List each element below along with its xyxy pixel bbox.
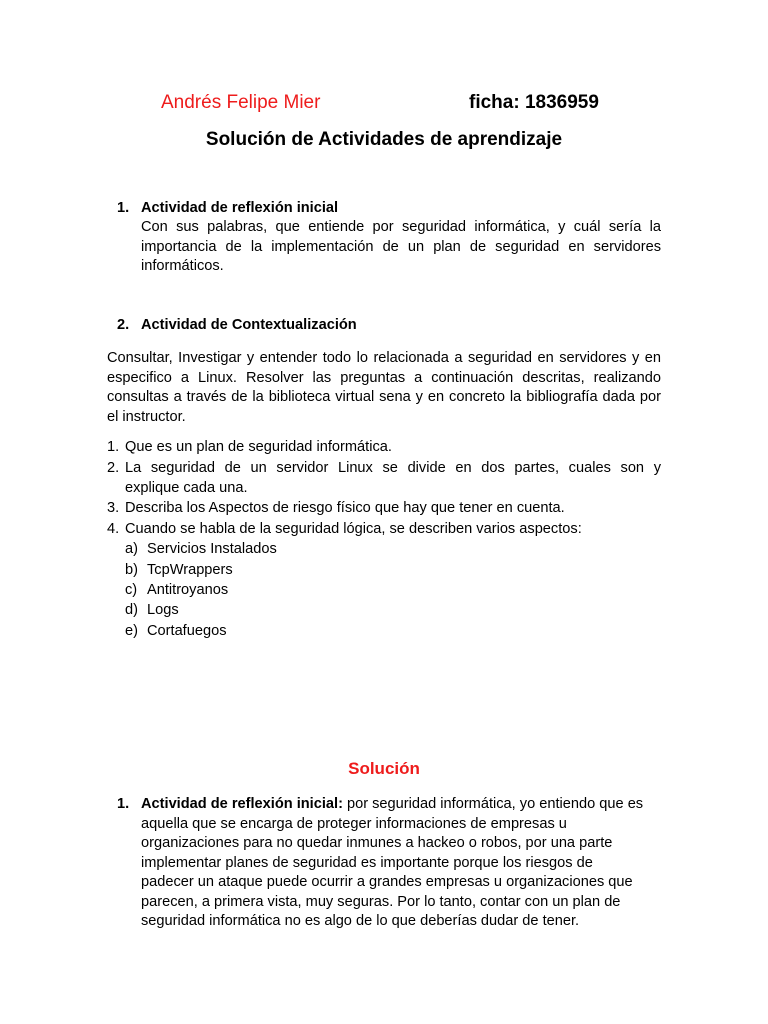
context-paragraph: Consultar, Investigar y entender todo lo relacionada a seguridad en servidores y en especifico a Linux. Resolver las preguntas a continuación descritas, realizando consultas a través de la biblioteca virtual sena y en concreto la bibliografía dada por el instructor. bbox=[107, 350, 661, 425]
question-2-number: 2. bbox=[107, 460, 120, 476]
solution-1-line-1 bbox=[141, 795, 643, 815]
activity-1-number: 1. bbox=[117, 200, 130, 216]
solution-1-number: 1. bbox=[117, 796, 130, 812]
sub-item-c-letter: c) bbox=[125, 582, 138, 598]
question-2-text-line2: explique cada una. bbox=[125, 480, 248, 496]
sub-item-d-letter: d) bbox=[125, 602, 138, 618]
activity-2-title: Actividad de Contextualización bbox=[141, 317, 357, 333]
activity-1-body: Con sus palabras, que entiende por seguridad informática, y cuál sería la importancia de la implementación de un plan de seguridad en servidores informáticos. bbox=[141, 219, 661, 275]
question-1-number: 1. bbox=[107, 439, 120, 455]
question-1-text: Que es un plan de seguridad informática. bbox=[125, 439, 392, 455]
solution-1-line-3: organizaciones para no quedar inmunes a hackeo o robos, por una parte bbox=[141, 835, 613, 851]
question-2-text-line1: La seguridad de un servidor Linux se divide en dos partes, cuales son y bbox=[125, 460, 661, 476]
sub-item-b-text: TcpWrappers bbox=[147, 562, 233, 578]
solution-1-line-4: implementar planes de seguridad es importante porque los riesgos de bbox=[141, 855, 593, 871]
sub-item-a-letter: a) bbox=[125, 541, 138, 557]
solution-heading: Solución bbox=[348, 759, 420, 778]
author-name: Andrés Felipe Mier bbox=[161, 92, 321, 113]
solution-1-line-6: parecen, a primera vista, muy seguras. Por lo tanto, contar con un plan de bbox=[141, 894, 621, 910]
activity-1-title: Actividad de reflexión inicial bbox=[141, 200, 339, 216]
document-title: Solución de Actividades de aprendizaje bbox=[205, 129, 563, 150]
activity-2-number: 2. bbox=[117, 317, 130, 333]
question-3-text: Describa los Aspectos de riesgo físico que hay que tener en cuenta. bbox=[125, 500, 565, 516]
ficha-number: ficha: 1836959 bbox=[469, 92, 599, 113]
sub-item-e-letter: e) bbox=[125, 623, 138, 639]
question-4-text: Cuando se habla de la seguridad lógica, se describen varios aspectos: bbox=[125, 521, 582, 537]
sub-item-d-text: Logs bbox=[147, 602, 179, 618]
question-3-number: 3. bbox=[107, 500, 120, 516]
solution-1-line-5: padecer un ataque puede ocurrir a grandes empresas u organizaciones que bbox=[141, 874, 633, 890]
sub-item-c-text: Antitroyanos bbox=[147, 582, 229, 598]
sub-item-e-text: Cortafuegos bbox=[147, 623, 227, 639]
solution-1-title: Actividad de reflexión inicial: bbox=[141, 796, 343, 812]
solution-1-line-2: aquella que se encarga de proteger informaciones de empresas u bbox=[141, 816, 567, 832]
solution-1-text-1: por seguridad informática, yo entiendo que es bbox=[342, 796, 644, 812]
question-4-number: 4. bbox=[107, 521, 120, 537]
sub-item-a-text: Servicios Instalados bbox=[147, 541, 277, 557]
solution-1-line-7: seguridad informática no es algo de lo que deberías dudar de tener. bbox=[141, 913, 580, 929]
sub-item-b-letter: b) bbox=[125, 562, 138, 578]
